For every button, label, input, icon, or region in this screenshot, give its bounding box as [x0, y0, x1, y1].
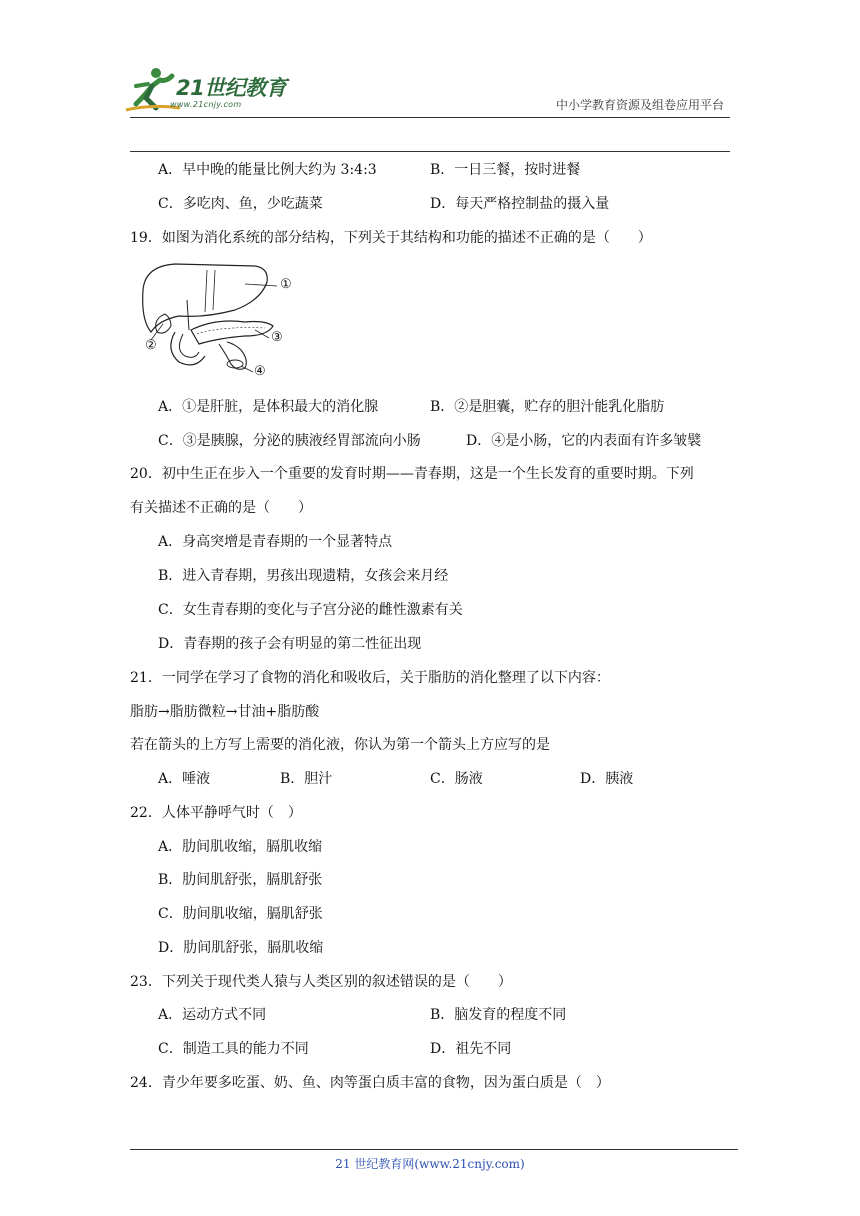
platform-name: 中小学教育资源及组卷应用平台 [555, 98, 724, 112]
q20-stem-line2: 有关描述不正确的是（ ） [130, 500, 312, 516]
logo [122, 64, 292, 116]
q21-option-d: D．胰液 [580, 771, 634, 787]
logo-text: 21世纪教育 [176, 76, 287, 100]
q22-stem: 22．人体平静呼气时（ ） [130, 805, 302, 821]
q22-option-b: B．肋间肌舒张，膈肌舒张 [158, 872, 323, 888]
q20-stem-line1: 20．初中生正在步入一个重要的发育时期——青春期，这是一个生长发育的重要时期。下列 [130, 466, 694, 482]
q19-option-d: D．④是小肠，它的内表面有许多皱襞 [466, 433, 702, 449]
q22-option-c: C．肋间肌收缩，膈肌舒张 [158, 906, 323, 922]
q21-stem-line1: 21．一同学在学习了食物的消化和吸收后，关于脂肪的消化整理了以下内容： [130, 670, 610, 686]
q21-option-a: A．唾液 [158, 771, 211, 787]
diagram-label-3: ③ [271, 330, 283, 345]
diagram-label-4: ④ [254, 364, 266, 379]
q20-option-a: A．身高突增是青春期的一个显著特点 [158, 534, 393, 550]
q20-option-b: B．进入青春期，男孩出现遗精，女孩会来月经 [158, 568, 449, 584]
q19-option-c: C．③是胰腺，分泌的胰液经胃部流向小肠 [158, 433, 421, 449]
content-rule [130, 151, 730, 152]
q23-option-a: A．运动方式不同 [158, 1007, 267, 1023]
q20-option-d: D．青春期的孩子会有明显的第二性征出现 [158, 636, 422, 652]
q23-stem: 23．下列关于现代类人猿与人类区别的叙述错误的是（ ） [130, 974, 512, 990]
q18-option-b: B．一日三餐，按时进餐 [430, 162, 581, 178]
q21-stem-line2: 脂肪→脂肪微粒→甘油+脂肪酸 [130, 704, 320, 720]
footer-link[interactable]: 21 世纪教育网(www.21cnjy.com) [335, 1157, 525, 1171]
q21-option-c: C．肠液 [430, 771, 483, 787]
diagram-label-2: ② [145, 338, 157, 353]
q21-stem-line3: 若在箭头的上方写上需要的消化液，你认为第一个箭头上方应写的是 [130, 737, 550, 753]
q22-option-a: A．肋间肌收缩，膈肌收缩 [158, 839, 323, 855]
q20-option-c: C．女生青春期的变化与子宫分泌的雌性激素有关 [158, 602, 463, 618]
q18-option-c: C．多吃肉、鱼，少吃蔬菜 [158, 196, 323, 212]
q23-option-d: D．祖先不同 [430, 1041, 512, 1057]
logo-url: www.21cnjy.com [170, 100, 242, 109]
q21-option-b: B．胆汁 [280, 771, 333, 787]
q18-option-a: A．早中晚的能量比例大约为 3:4:3 [158, 162, 377, 178]
q18-option-d: D．每天严格控制盐的摄入量 [430, 196, 610, 212]
digestive-system-diagram [135, 260, 305, 380]
footer-rule [130, 1149, 738, 1150]
q19-stem: 19．如图为消化系统的部分结构，下列关于其结构和功能的描述不正确的是（ ） [130, 230, 652, 246]
q19-option-a: A．①是肝脏，是体积最大的消化腺 [158, 399, 379, 415]
q23-option-c: C．制造工具的能力不同 [158, 1041, 309, 1057]
diagram-label-1: ① [280, 277, 292, 292]
q24-stem: 24．青少年要多吃蛋、奶、鱼、肉等蛋白质丰富的食物，因为蛋白质是（ ） [130, 1075, 610, 1091]
q23-option-b: B．脑发育的程度不同 [430, 1007, 567, 1023]
header-rule [130, 117, 730, 118]
q22-option-d: D．肋间肌舒张，膈肌收缩 [158, 940, 324, 956]
q19-option-b: B．②是胆囊，贮存的胆汁能乳化脂肪 [430, 399, 665, 415]
